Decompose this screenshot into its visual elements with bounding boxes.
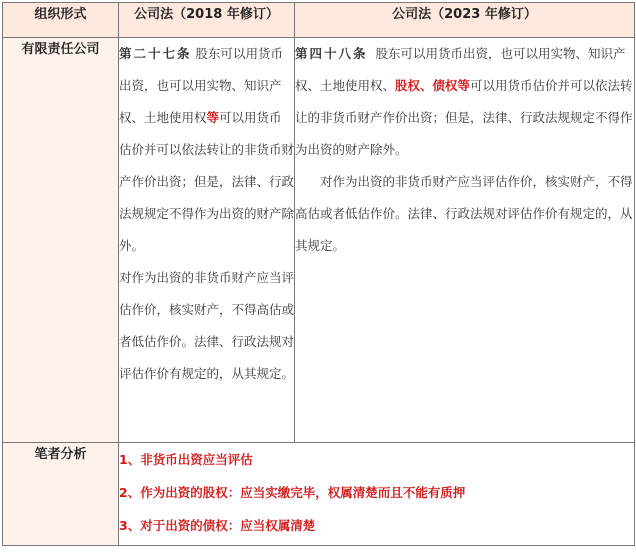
llc-row [3,38,635,443]
article-48-title: 第四十八条 [295,46,368,61]
law-2018-cell [119,38,295,443]
analysis-row [3,443,635,546]
law-2023-text-b: 可以用货币估价并可以依法转让的非货币财产作价出资；但是，法律、行政法规规定不得作为出资的财产除外。 [295,78,633,157]
law-2018-paragraph-2: 对作为出资的非货币财产应当评估作价，核实财产，不得高估或者低估作价。法律、行政法规对评估作价有规定的，从其规定。 [119,270,295,381]
law-2023-cell [295,38,635,443]
header-law-2023: 公司法（2023 年修订） [295,3,635,38]
law-2018-text-b: 可以用货币估价并可以依法转让的非货币财产作价出资；但是，法律、行政法规规定不得作为出资的财产除外。 [119,110,295,253]
header-org-form: 组织形式 [3,3,119,38]
analysis-item: 3、对于出资的债权：应当权属清楚 [119,518,316,533]
law-2018-highlight: 等 [206,110,220,125]
row-label-analysis: 笔者分析 [3,443,119,546]
analysis-cell [119,443,635,546]
law-comparison-table [2,2,635,546]
analysis-item: 1、非货币出资应当评估 [119,452,253,467]
row-label-llc: 有限责任公司 [3,38,119,443]
law-2023-paragraph-2: 对作为出资的非货币财产应当评估作价，核实财产，不得高估或者低估作价。法律、行政法规对评估作价有规定的，从其规定。 [295,174,633,253]
header-row [3,3,635,38]
law-2023-text-a: 股东可以用货币出资，也可以用实物、知识产权、土地使用权、 [295,46,626,93]
header-law-2018: 公司法（2018 年修订） [119,3,295,38]
law-2023-paragraph-1 [295,38,634,166]
law-2023-highlight: 股权、债权等 [395,78,471,93]
law-2018-paragraph-1 [119,38,294,262]
law-2018-text-a: 股东可以用货币出资，也可以用实物、知识产权、土地使用权 [119,46,284,125]
analysis-item: 2、作为出资的股权：应当实缴完毕，权属清楚而且不能有质押 [119,485,466,500]
article-27-title: 第二十七条 [119,46,192,61]
